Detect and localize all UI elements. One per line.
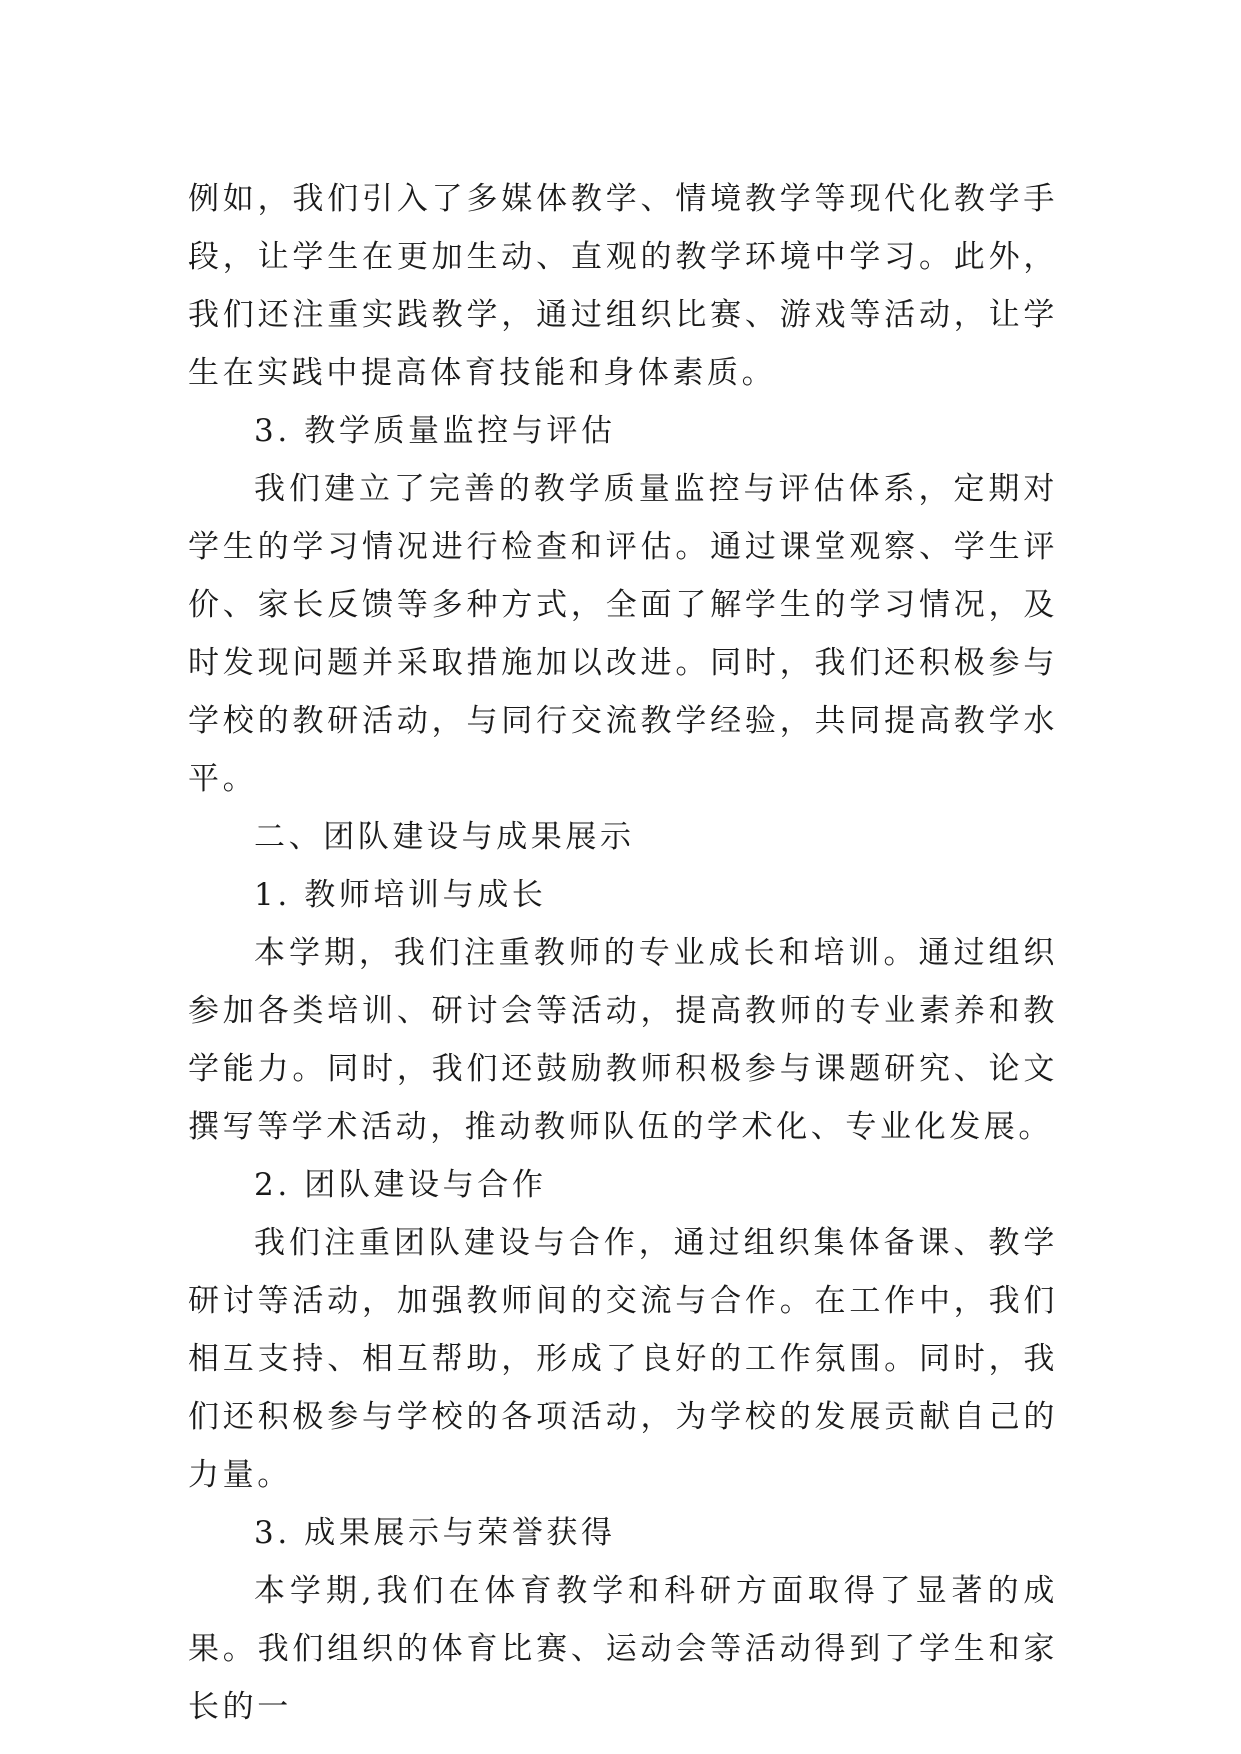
heading-team-cooperation: 2. 团队建设与合作 bbox=[254, 1167, 547, 1203]
document-body bbox=[188, 170, 1058, 1736]
heading-quality-monitoring: 3. 教学质量监控与评估 bbox=[254, 413, 616, 449]
heading-teacher-training: 1. 教师培训与成长 bbox=[254, 877, 547, 913]
paragraph-team-cooperation: 我们注重团队建设与合作，通过组织集体备课、教学研讨等活动，加强教师间的交流与合作。在工作中，我们相互支持、相互帮助，形成了良好的工作氛围。同时，我们还积极参与学校的各项活动，为学校的发展贡献自己的力量。 bbox=[188, 1225, 1058, 1493]
paragraph-achievements: 本学期,我们在体育教学和科研方面取得了显著的成果。我们组织的体育比赛、运动会等活动得到了学生和家长的一 bbox=[188, 1573, 1058, 1725]
paragraph-teacher-training: 本学期，我们注重教师的专业成长和培训。通过组织参加各类培训、研讨会等活动，提高教师的专业素养和教学能力。同时，我们还鼓励教师积极参与课题研究、论文撰写等学术活动，推动教师队伍的学术化、专业化发展。 bbox=[188, 935, 1058, 1145]
heading-achievements: 3. 成果展示与荣誉获得 bbox=[254, 1515, 616, 1551]
heading-team-building-section: 二、团队建设与成果展示 bbox=[254, 819, 635, 855]
paragraph-teaching-methods: 例如，我们引入了多媒体教学、情境教学等现代化教学手段，让学生在更加生动、直观的教学环境中学习。此外，我们还注重实践教学，通过组织比赛、游戏等活动，让学生在实践中提高体育技能和身体素质。 bbox=[188, 181, 1058, 391]
paragraph-quality-monitoring: 我们建立了完善的教学质量监控与评估体系，定期对学生的学习情况进行检查和评估。通过课堂观察、学生评价、家长反馈等多种方式，全面了解学生的学习情况，及时发现问题并采取措施加以改进。同时，我们还积极参与学校的教研活动，与同行交流教学经验，共同提高教学水平。 bbox=[188, 471, 1058, 797]
